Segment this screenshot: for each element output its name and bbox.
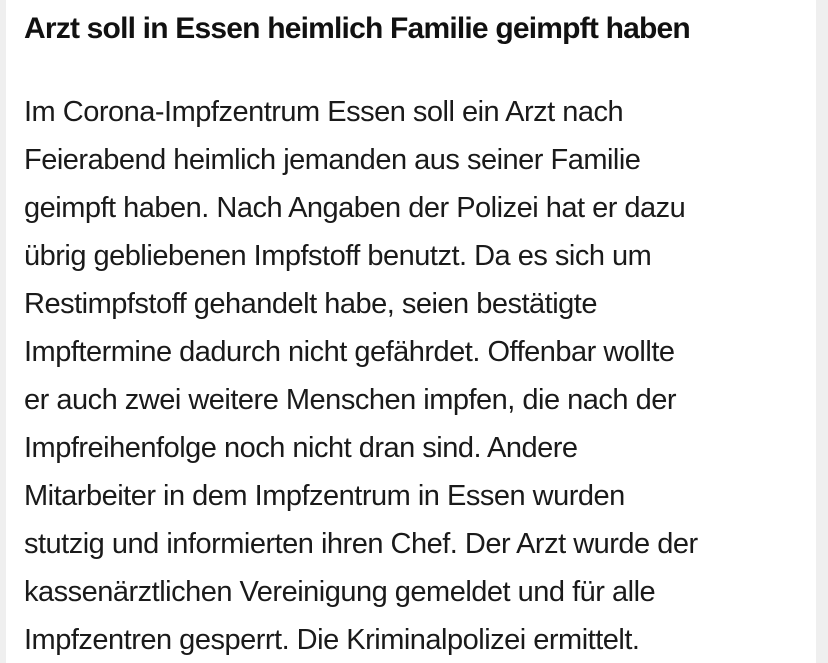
body-line: er auch zwei weitere Menschen impfen, die nach der <box>24 384 677 416</box>
body-line: Impfreihenfolge noch nicht dran sind. Andere <box>24 432 578 464</box>
body-line: Impfzentren gesperrt. Die Kriminalpolizei ermittelt. <box>24 624 640 656</box>
body-line: stutzig und informierten ihren Chef. Der Arzt wurde der <box>24 528 698 560</box>
body-line: Im Corona-Impfzentrum Essen soll ein Arzt nach <box>24 96 624 128</box>
left-edge-gutter <box>0 0 6 663</box>
body-line: Mitarbeiter in dem Impfzentrum in Essen wurden <box>24 480 625 512</box>
body-line: Feierabend heimlich jemanden aus seiner Familie <box>24 144 641 176</box>
body-line: geimpft haben. Nach Angaben der Polizei hat er dazu <box>24 192 686 224</box>
body-line: Impftermine dadurch nicht gefährdet. Offenbar wollte <box>24 336 675 368</box>
article-body <box>24 88 808 663</box>
article-content <box>24 10 808 663</box>
body-line: kassenärztlichen Vereinigung gemeldet und für alle <box>24 576 656 608</box>
right-edge-gutter <box>816 0 828 663</box>
article-headline: Arzt soll in Essen heimlich Familie geimpft haben <box>24 12 690 45</box>
body-line: übrig gebliebenen Impfstoff benutzt. Da es sich um <box>24 240 652 272</box>
body-line: Restimpfstoff gehandelt habe, seien bestätigte <box>24 288 597 320</box>
